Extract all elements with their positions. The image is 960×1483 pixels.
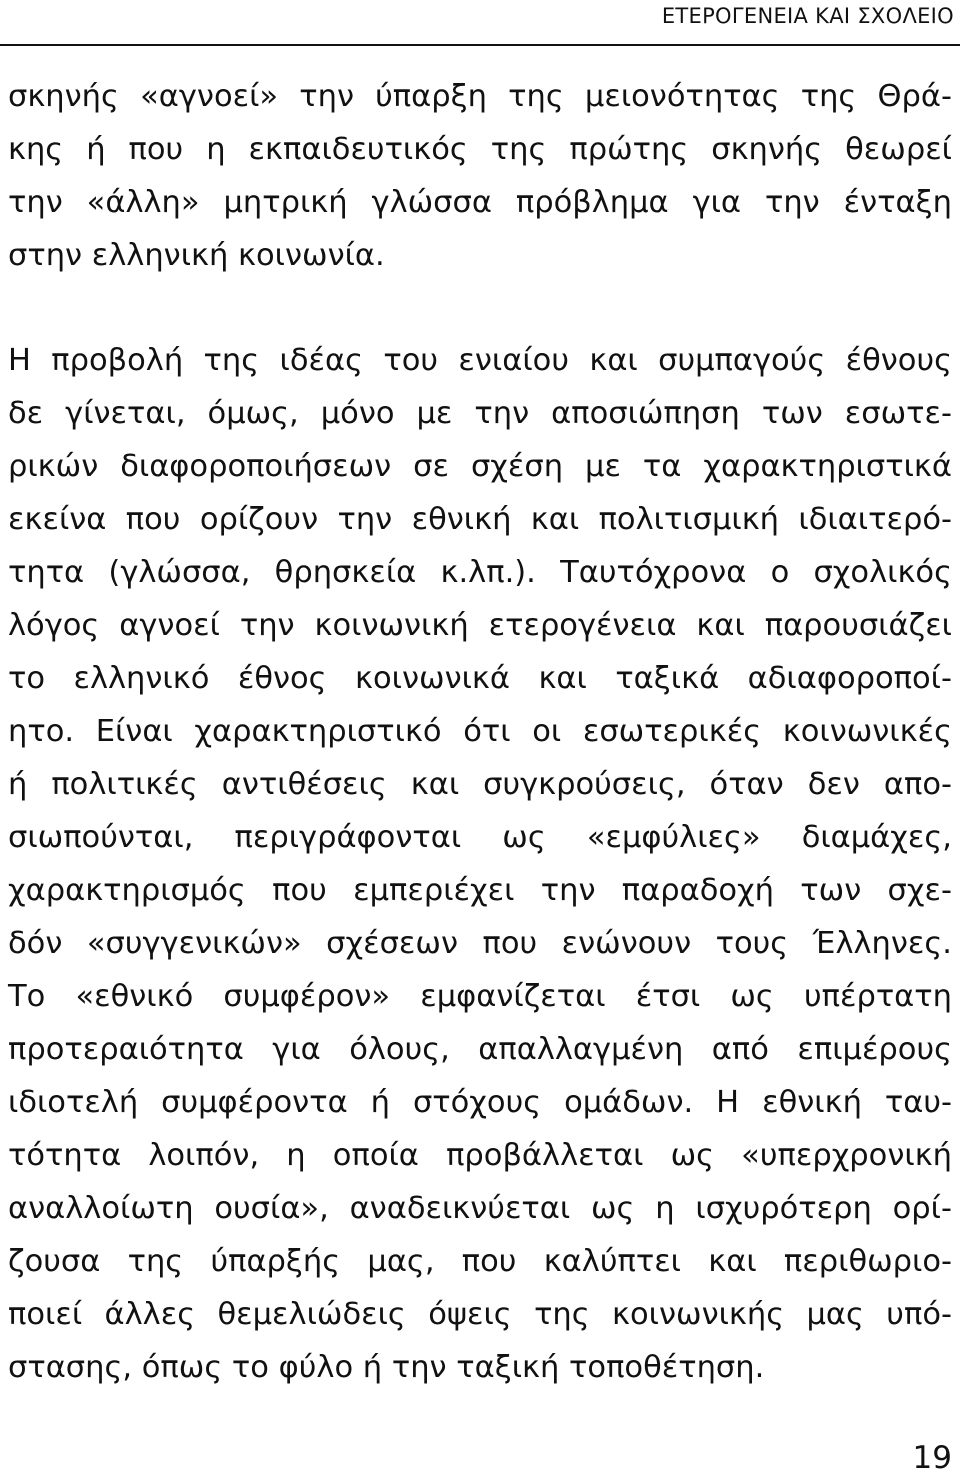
text-line: ποιεί άλλες θεμελιώδεις όψεις της κοινωνικής μας υπό-	[8, 1297, 952, 1332]
header-rule	[0, 44, 960, 46]
text-line: αναλλοίωτη ουσία», αναδεικνύεται ως η ισχυρότερη ορί-	[8, 1191, 952, 1226]
text-line: ιδιοτελή συμφέροντα ή στόχους ομάδων. Η εθνική ταυ-	[8, 1085, 952, 1120]
text-line: Η προβολή της ιδέας του ενιαίου και συμπαγούς έθνους	[8, 343, 952, 378]
paragraph-2	[8, 334, 952, 1394]
text-line: στην ελληνική κοινωνία.	[8, 238, 385, 273]
text-line: την «άλλη» μητρική γλώσσα πρόβλημα για την ένταξη	[8, 185, 952, 220]
text-line: ζουσα της ύπαρξής μας, που καλύπτει και περιθωριο-	[8, 1244, 952, 1279]
text-line: χαρακτηρισμός που εμπεριέχει την παραδοχή των σχε-	[8, 873, 952, 908]
text-line: λόγος αγνοεί την κοινωνική ετερογένεια και παρουσιάζει	[8, 608, 952, 643]
text-line: ή πολιτικές αντιθέσεις και συγκρούσεις, όταν δεν απο-	[8, 767, 952, 802]
text-line: ητο. Είναι χαρακτηριστικό ότι οι εσωτερικές κοινωνικές	[8, 714, 952, 749]
text-line: δόν «συγγενικών» σχέσεων που ενώνουν τους Έλληνες.	[8, 926, 952, 961]
text-line: τητα (γλώσσα, θρησκεία κ.λπ.). Ταυτόχρονα ο σχολικός	[8, 555, 952, 590]
page-number: 19	[912, 1440, 952, 1476]
running-header: ΕΤΕΡΟΓΕΝΕΙΑ ΚΑΙ ΣΧΟΛΕΙΟ	[661, 4, 954, 28]
text-line: προτεραιότητα για όλους, απαλλαγμένη από επιμέρους	[8, 1032, 952, 1067]
text-line: τότητα λοιπόν, η οποία προβάλλεται ως «υπερχρονική	[8, 1138, 952, 1173]
text-line: δε γίνεται, όμως, μόνο με την αποσιώπηση των εσωτε-	[8, 396, 952, 431]
text-line: Το «εθνικό συμφέρον» εμφανίζεται έτσι ως υπέρτατη	[8, 979, 952, 1014]
text-line: κης ή που η εκπαιδευτικός της πρώτης σκηνής θεωρεί	[8, 132, 952, 167]
text-line: ρικών διαφοροποιήσεων σε σχέση με τα χαρακτηριστικά	[8, 449, 952, 484]
text-line: εκείνα που ορίζουν την εθνική και πολιτισμική ιδιαιτερό-	[8, 502, 952, 537]
text-line: στασης, όπως το φύλο ή την ταξική τοποθέτηση.	[8, 1350, 765, 1385]
paragraph-1	[8, 70, 952, 282]
text-line: σιωπούνται, περιγράφονται ως «εμφύλιες» διαμάχες,	[8, 820, 952, 855]
text-line: το ελληνικό έθνος κοινωνικά και ταξικά αδιαφοροποί-	[8, 661, 952, 696]
text-line: σκηνής «αγνοεί» την ύπαρξη της μειονότητας της Θρά-	[8, 79, 952, 114]
